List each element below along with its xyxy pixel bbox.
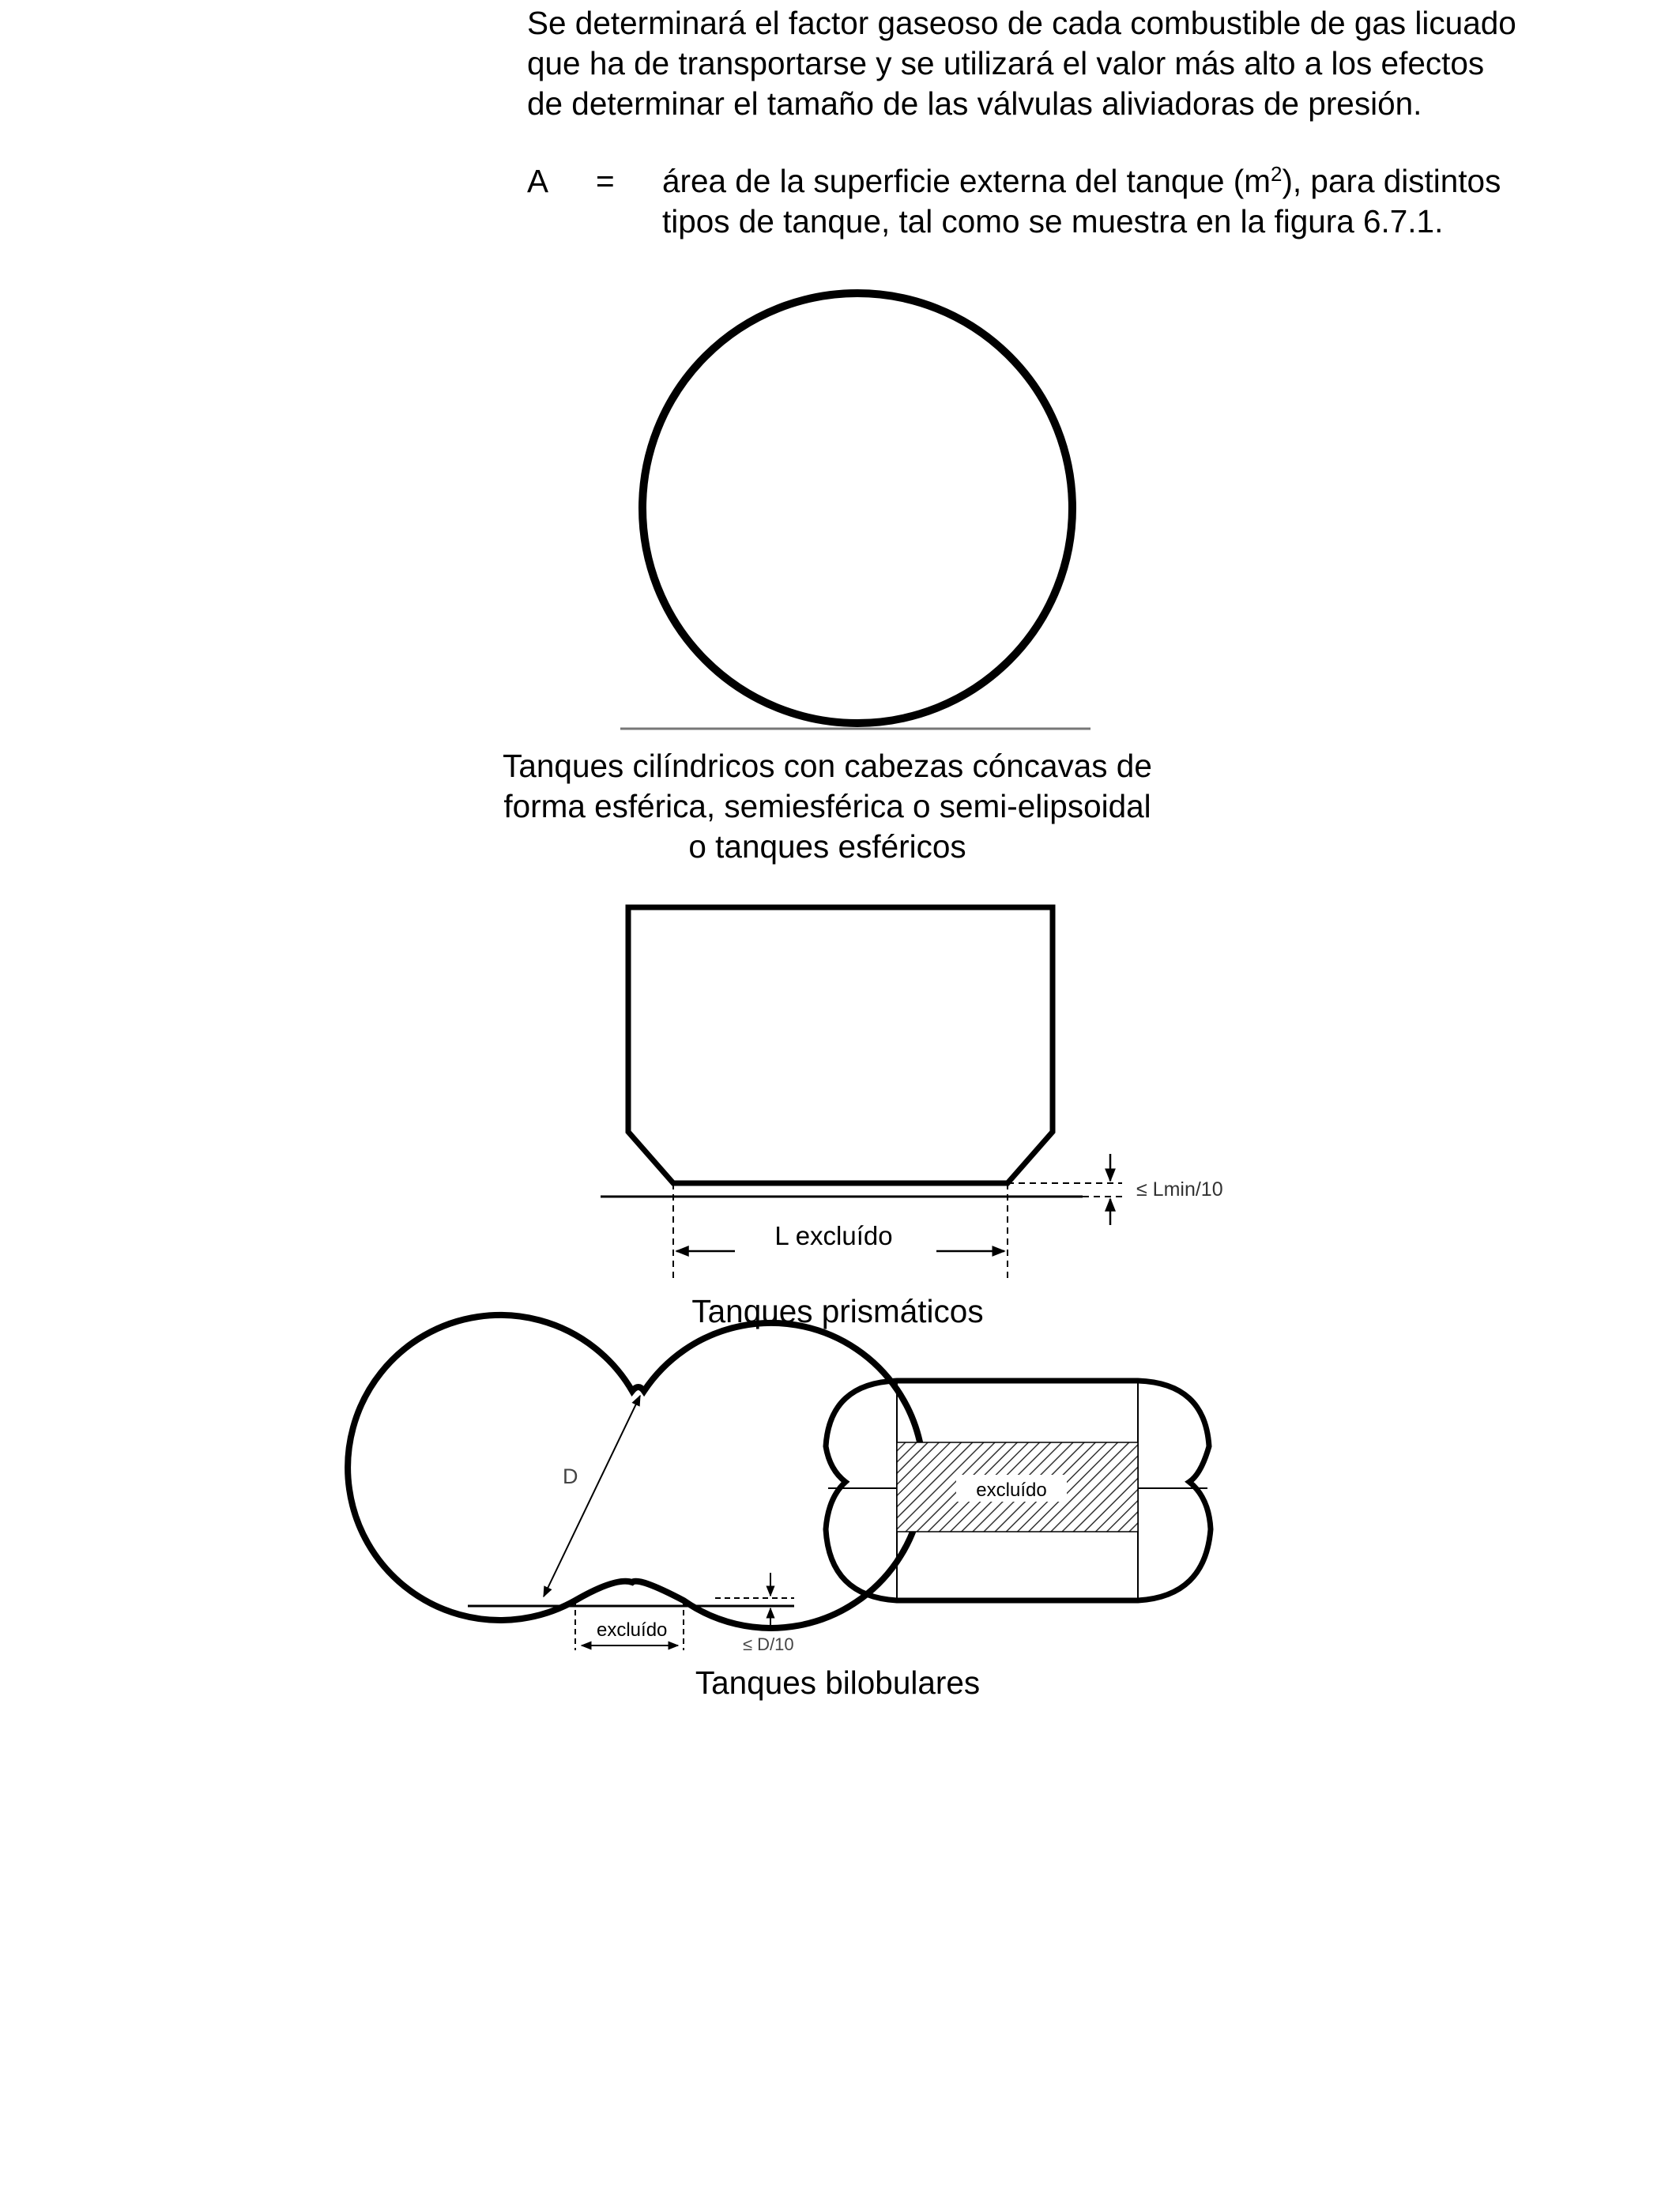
height-label: ≤ D/10 — [743, 1634, 794, 1654]
bilobular-tank-figure — [348, 1315, 1211, 1654]
spherical-tank-outline — [642, 293, 1072, 723]
prismatic-caption: Tanques prismáticos — [691, 1293, 984, 1329]
definition-equals: = — [596, 163, 615, 199]
intro-line: Se determinará el factor gaseoso de cada combustible de gas licuado — [527, 5, 1516, 41]
height-label: ≤ Lmin/10 — [1136, 1178, 1223, 1201]
caption-line: forma esférica, semiesférica o semi-elipsoidal — [503, 788, 1151, 824]
cylindrical-caption — [468, 746, 1187, 867]
diameter-label: D — [563, 1465, 578, 1488]
definition-superscript: 2 — [1270, 162, 1283, 186]
diameter-line — [544, 1396, 640, 1596]
caption-line: o tanques esféricos — [688, 828, 966, 865]
definition-line-2: tipos de tanque, tal como se muestra en la figura 6.7.1. — [662, 203, 1444, 239]
excluded-label-right: excluído — [976, 1480, 1047, 1501]
bilobular-caption: Tanques bilobulares — [695, 1664, 981, 1701]
definition-line-1-after: ), para distintos — [1282, 163, 1501, 199]
definition-line-1-before: área de la superficie externa del tanque (m — [662, 163, 1271, 199]
intro-line: que ha de transportarse y se utilizará el valor más alto a los efectos — [527, 45, 1485, 81]
length-label: L excluído — [774, 1221, 893, 1250]
caption-line: Tanques cilíndricos con cabezas cóncavas de — [503, 748, 1152, 784]
excluded-label-left: excluído — [597, 1619, 668, 1641]
prismatic-tank-figure — [601, 907, 1223, 1280]
intro-line: de determinar el tamaño de las válvulas aliviadoras de presión. — [527, 85, 1422, 122]
prismatic-tank-outline — [628, 907, 1053, 1183]
cylindrical-tank-figure — [620, 293, 1090, 729]
definition-symbol: A — [527, 163, 549, 199]
